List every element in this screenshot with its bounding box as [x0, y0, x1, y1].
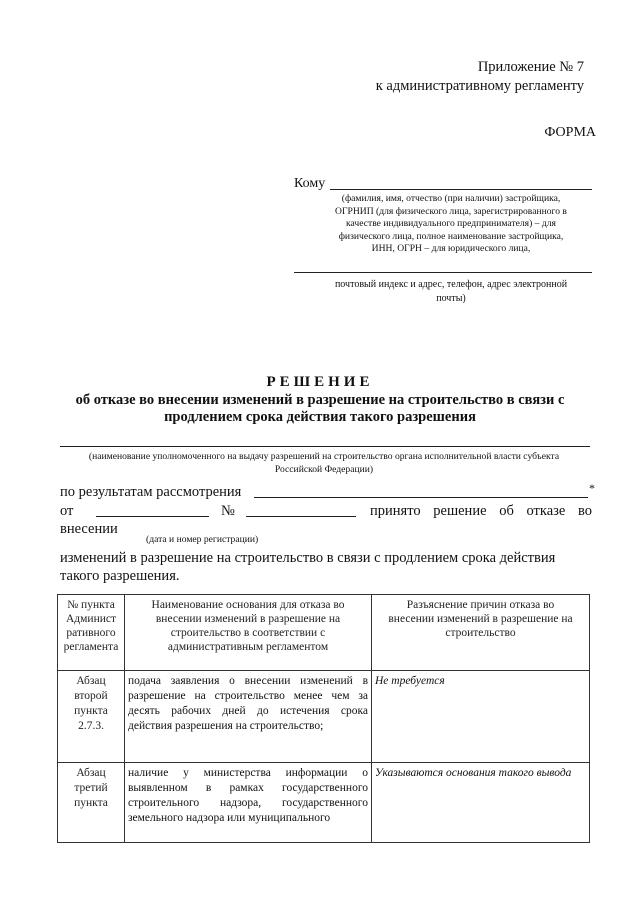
row-reason: наличие у министерства информации о выявленном в рамках государственного строительного надзора, государственного земельного надзора или муниципального — [125, 763, 372, 843]
from-text: от — [60, 503, 74, 519]
review-text: по результатам рассмотрения — [60, 484, 242, 500]
date-hint: (дата и номер регистрации) — [146, 534, 259, 545]
asterisk: * — [589, 481, 595, 495]
reasons-table — [57, 594, 590, 843]
authority-hint: (наименование уполномоченного на выдачу разрешений на строительство органа исполнительной власти субъекта Российской Федерации) — [88, 451, 560, 475]
introduction-text: внесении — [60, 521, 118, 537]
decision-title: РЕШЕНИЕ — [266, 374, 374, 390]
number-line[interactable] — [246, 516, 356, 517]
row-point: Абзац третий пункта — [58, 763, 125, 843]
recipient-hint: (фамилия, имя, отчество (при наличии) застройщика, ОГРНИП (для физического лица, зарегистрированного в качестве индивидуального предпринимателя) – для физического лица, полное наименование застройщика, ИНН, ОГРН – для юридического лица, — [335, 193, 567, 255]
decision-subtitle: об отказе во внесении изменений в разрешение на строительство в связи с продлением срока действия такого разрешения — [75, 392, 565, 425]
header-reason: Наименование основания для отказа во внесении изменений в разрешение на строительство в соответствии с административным регламентом — [125, 595, 372, 671]
number-sign: № — [221, 503, 235, 519]
address-hint: почтовый индекс и адрес, телефон, адрес электронной почты) — [334, 279, 568, 304]
row-explanation: Не требуется — [372, 671, 590, 763]
address-line[interactable] — [294, 272, 592, 273]
table-row — [58, 671, 590, 763]
appendix-label: Приложение № 7 — [477, 59, 584, 75]
continuation-text: изменений в разрешение на строительство в связи с продлением срока действия такого разрешения. — [60, 550, 556, 584]
recipient-line[interactable] — [330, 189, 592, 190]
table-header-row — [58, 595, 590, 671]
header-point: № пункта Админист ративного регламента — [58, 595, 125, 671]
decision-text: принято решение об отказе во — [370, 503, 592, 519]
recipient-label: Кому — [294, 176, 326, 191]
regulation-label: к административному регламенту — [375, 78, 584, 94]
row-reason: подача заявления о внесении изменений в разрешение на строительство менее чем за десять рабочих дней до истечения срока действия разрешения на строительство; — [125, 671, 372, 763]
date-line[interactable] — [96, 516, 209, 517]
form-label: ФОРМА — [544, 125, 596, 140]
authority-line[interactable] — [60, 446, 590, 447]
table-row — [58, 763, 590, 843]
row-explanation: Указываются основания такого вывода — [372, 763, 590, 843]
header-explanation: Разъяснение причин отказа во внесении изменений в разрешение на строительство — [372, 595, 590, 671]
row-point: Абзац второй пункта 2.7.3. — [58, 671, 125, 763]
review-line[interactable] — [254, 497, 588, 498]
